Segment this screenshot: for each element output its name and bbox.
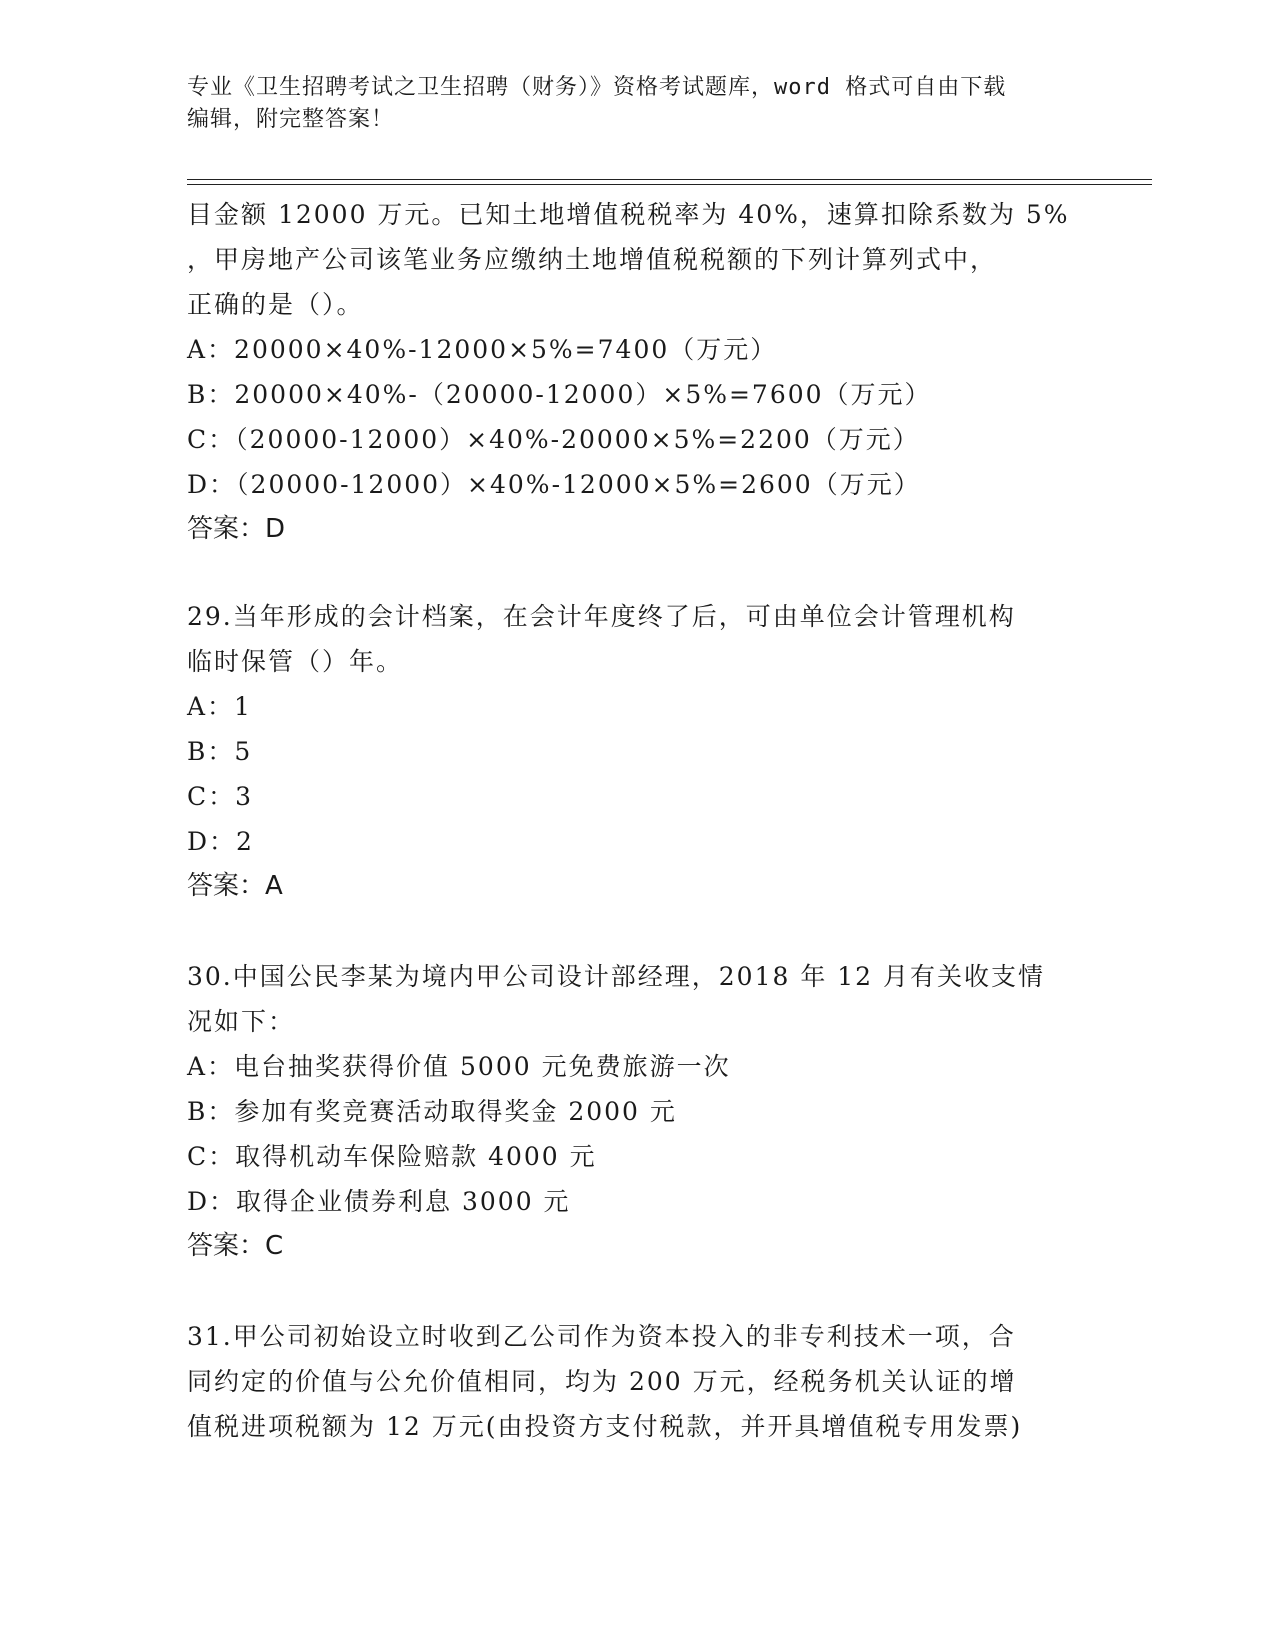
option-a: A：电台抽奖获得价值 5000 元免费旅游一次 [187,1052,731,1081]
question-stem-line: 目金额 12000 万元。已知土地增值税税率为 40%，速算扣除系数为 5% [187,200,1070,229]
option-d: D：取得企业债券利息 3000 元 [187,1187,571,1216]
document-header [187,72,1087,136]
option-a: A：1 [187,692,252,721]
option-b: B：5 [187,737,253,766]
option-c: C：取得机动车保险赔款 4000 元 [187,1142,597,1171]
question-30 [187,954,1087,1269]
option-b: B：参加有奖竞赛活动取得奖金 2000 元 [187,1097,677,1126]
question-list [187,192,1087,1449]
header-line: 专业《卫生招聘考试之卫生招聘（财务）》资格考试题库，word 格式可自由下载 [187,75,1007,100]
question-stem-line: 30.中国公民李某为境内甲公司设计部经理，2018 年 12 月有关收支情 [187,962,1046,991]
option-d: D：2 [187,827,254,856]
question-stem-line: 况如下： [187,1007,296,1036]
question-stem-line: 正确的是（）。 [187,290,364,319]
question-stem-line: 临时保管（）年。 [187,647,404,676]
question-stem-line: 同约定的价值与公允价值相同，均为 200 万元，经税务机关认证的增 [187,1367,1017,1396]
question-28 [187,192,1087,552]
question-31 [187,1314,1087,1449]
answer-line: 答案：A [187,871,283,901]
header-divider [187,184,1152,185]
header-divider [187,179,1152,180]
question-29 [187,594,1087,909]
answer-line: 答案：D [187,514,286,544]
answer-line: 答案：C [187,1231,284,1261]
option-a: A：20000×40%-12000×5%=7400（万元） [187,335,778,364]
question-stem-line: 值税进项税额为 12 万元(由投资方支付税款，并开具增值税专用发票) [187,1412,1023,1441]
option-b: B：20000×40%-（20000-12000）×5%=7600（万元） [187,380,932,409]
option-c: C：（20000-12000）×40%-20000×5%=2200（万元） [187,425,920,454]
header-line: 编辑，附完整答案！ [187,107,395,132]
question-stem-line: ，甲房地产公司该笔业务应缴纳土地增值税税额的下列计算列式中， [187,245,998,274]
question-stem-line: 31.甲公司初始设立时收到乙公司作为资本投入的非专利技术一项，合 [187,1322,1016,1351]
question-stem-line: 29.当年形成的会计档案，在会计年度终了后，可由单位会计管理机构 [187,602,1016,631]
option-d: D：（20000-12000）×40%-12000×5%=2600（万元） [187,470,921,499]
option-c: C：3 [187,782,254,811]
